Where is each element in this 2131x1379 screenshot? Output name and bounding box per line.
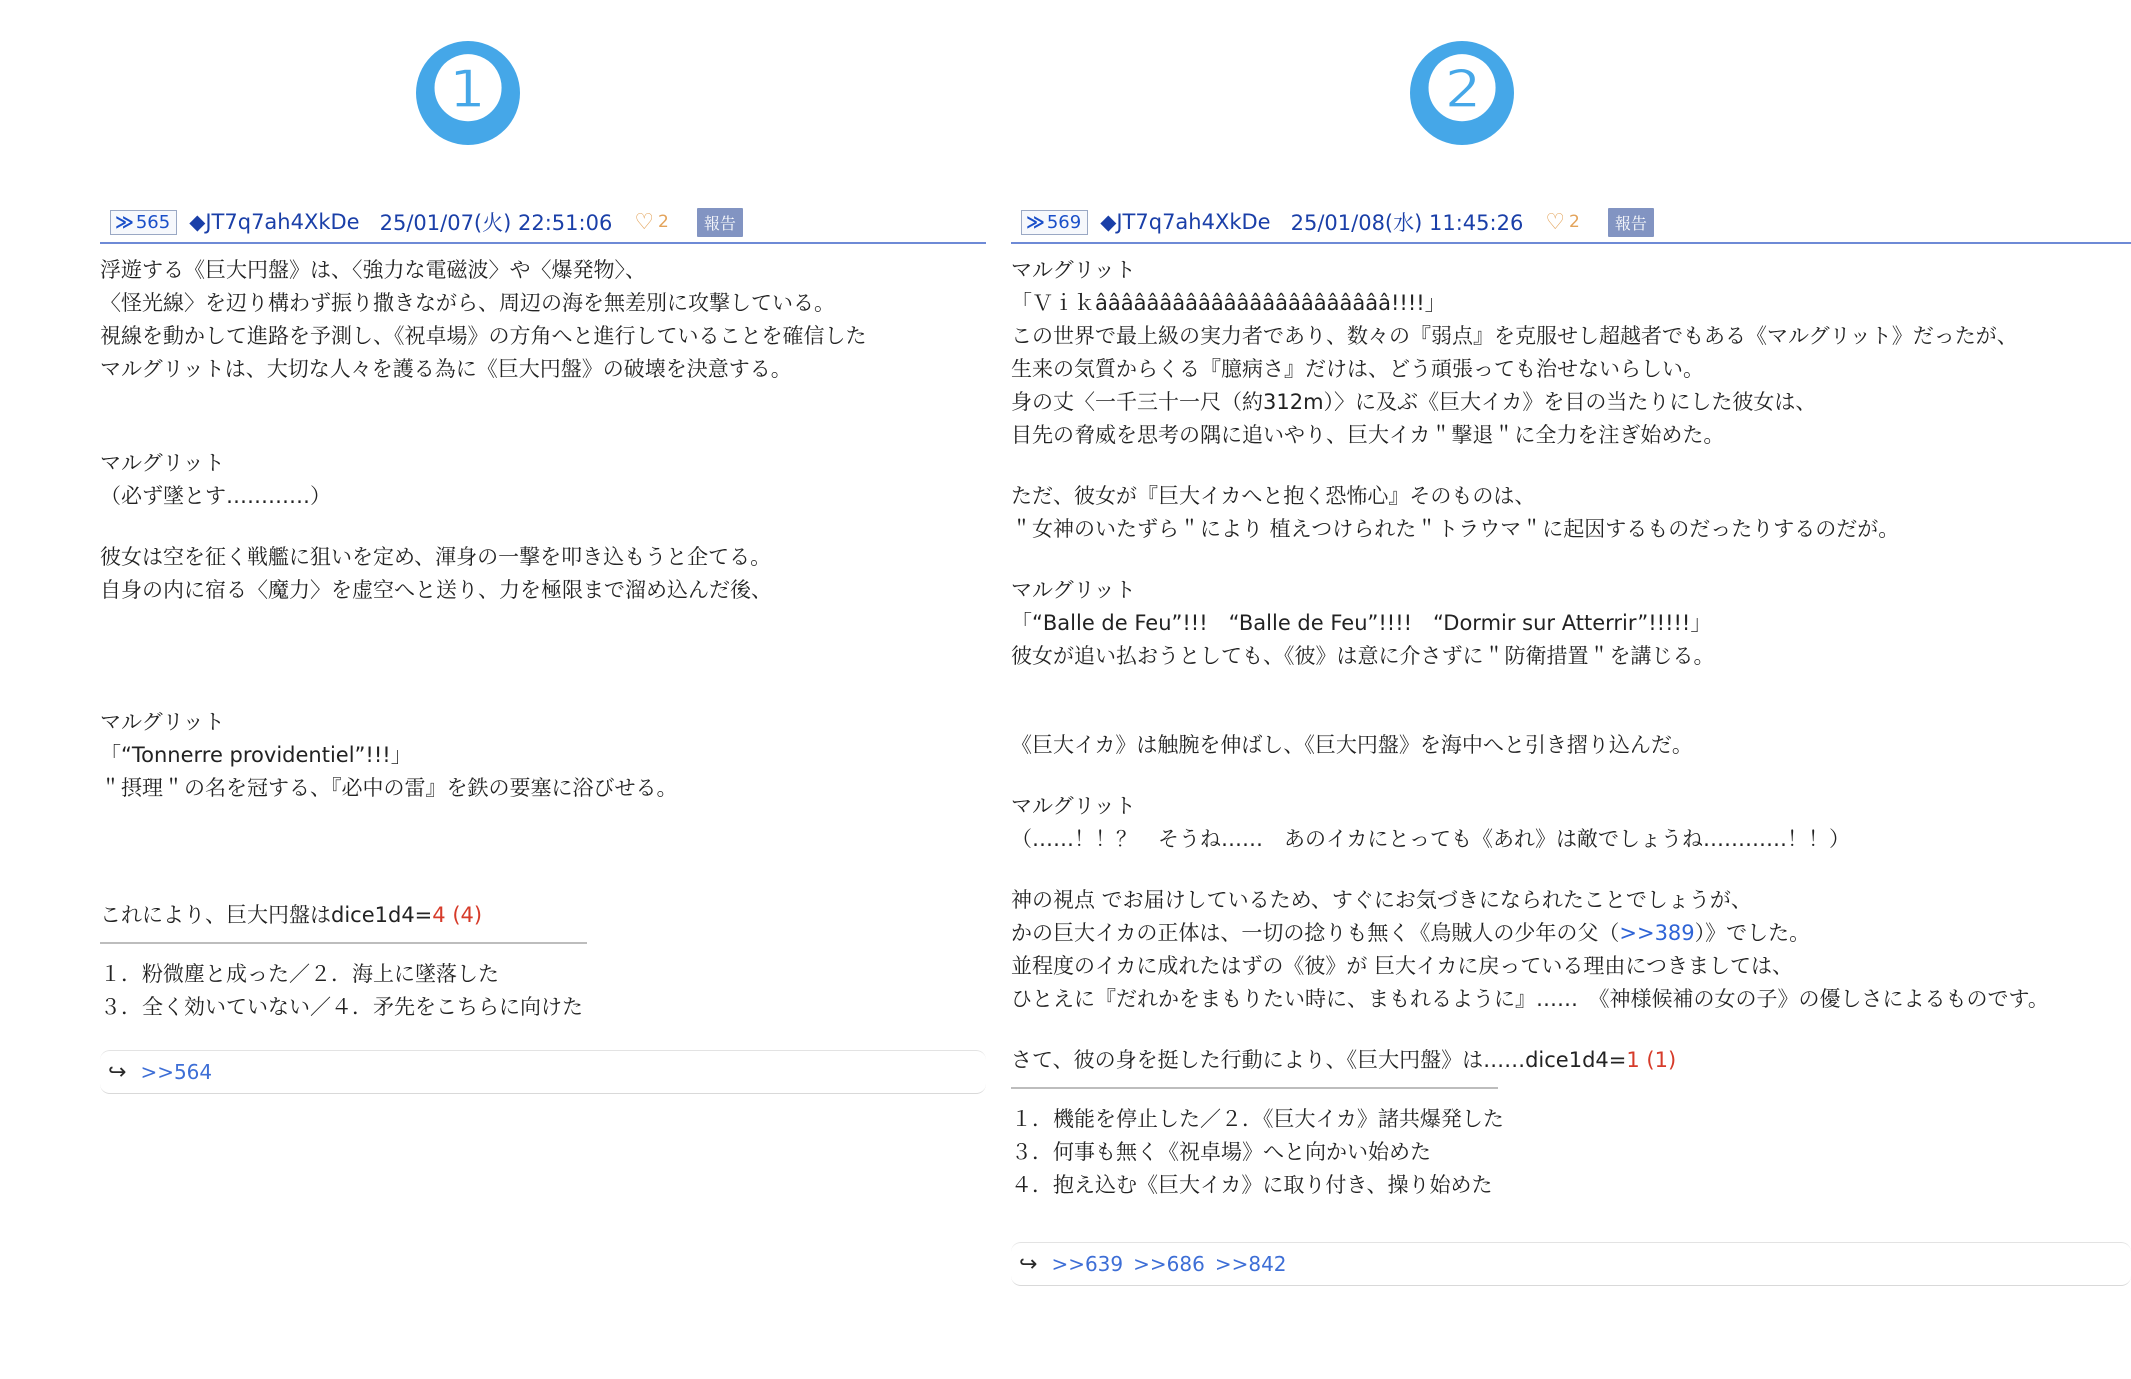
dice-text: これにより、巨大円盤はdice1d4=	[100, 903, 433, 927]
blank-line	[100, 805, 986, 838]
res-number: 565	[135, 211, 171, 233]
speaker-name: マルグリット	[1011, 794, 1136, 818]
body-line: （必ず墜とす…………）	[100, 484, 331, 508]
badge-number-2: ❷	[1410, 41, 1514, 145]
body-line: 神の視点 でお届けしているため、すぐにお気づきになられたことでしょうが、	[1011, 888, 1752, 912]
body-line: 目先の脅威を思考の隅に追いやり、巨大イカ＂撃退＂に全力を注ぎ始めた。	[1011, 423, 1725, 447]
double-chevron-icon: ≫	[1026, 211, 1045, 233]
blank-line	[100, 419, 986, 447]
post-header	[1011, 202, 2131, 244]
like-button[interactable]	[1545, 210, 1580, 235]
body-line: 身の丈〈一千三十一尺（約312m）〉に及ぶ《巨大イカ》を目の当たりにした彼女は、	[1011, 390, 1817, 414]
blank-line	[1011, 762, 2131, 790]
reply-anchor-link[interactable]: >>564	[140, 1060, 213, 1084]
heart-icon: ♡	[1545, 209, 1566, 235]
body-line: 〈怪光線〉を辺り構わず振り撒きながら、周辺の海を無差別に攻撃している。	[100, 291, 835, 315]
double-chevron-icon: ≫	[115, 211, 134, 233]
body-line: この世界で最上級の実力者であり、数々の『弱点』を克服せし超越者でもある《マルグリット》だったが、	[1011, 324, 2018, 348]
res-number-button[interactable]	[110, 210, 177, 235]
blank-line	[100, 871, 986, 899]
option-line: １．機能を停止した／２．《巨大イカ》諸共爆発した	[1011, 1107, 1504, 1131]
body-line: 彼女が追い払おうとしても、《彼》は意に介さずに＂防衛措置＂を講じる。	[1011, 644, 1715, 668]
body-line: ＂摂理＂の名を冠する、『必中の雷』を鉄の要塞に浴びせる。	[100, 776, 678, 800]
blank-line	[1011, 856, 2131, 884]
blank-line	[1011, 1016, 2131, 1044]
body-line: 《巨大イカ》は触腕を伸ばし、《巨大円盤》を海中へと引き摺り込んだ。	[1011, 733, 1693, 757]
body-line: 視線を動かして進路を予測し、《祝卓場》の方角へと進行していることを確信した	[100, 324, 867, 348]
dice-result: 1 (1)	[1626, 1048, 1677, 1072]
blank-line	[1011, 452, 2131, 480]
divider	[1011, 1087, 1498, 1089]
link-line-before: かの巨大イカの正体は、一切の捻りも無く《烏賊人の少年の父（	[1011, 921, 1620, 945]
report-button[interactable]: 報告	[1608, 208, 1654, 237]
post-565	[100, 202, 986, 1094]
res-number: 569	[1046, 211, 1082, 233]
res-number-button[interactable]	[1021, 210, 1088, 235]
reply-icon: ↩	[1019, 1251, 1038, 1277]
blank-line	[100, 838, 986, 871]
speaker-name: マルグリット	[100, 710, 225, 734]
option-line: ３．何事も無く《祝卓場》へと向かい始めた	[1011, 1140, 1431, 1164]
reply-anchor-link[interactable]: >>639	[1051, 1252, 1124, 1276]
anchor-link-389[interactable]: >>389	[1619, 921, 1695, 945]
option-line: ４．抱え込む《巨大イカ》に取り付き、操り始めた	[1011, 1173, 1493, 1197]
replies-bar	[100, 1050, 986, 1094]
blank-line	[100, 607, 986, 640]
like-count: 2	[1569, 212, 1580, 232]
body-line: 浮遊する《巨大円盤》は、〈強力な電磁波〉や〈爆発物〉、	[100, 258, 646, 282]
body-line: 「Ｖｉｋâââââââââââââââââââââââ!!!!」	[1011, 291, 1446, 315]
blank-line	[100, 386, 986, 419]
body-line: 「“Tonnerre providentiel”!!!」	[100, 743, 412, 767]
post-datetime: 25/01/08(水) 11:45:26	[1290, 211, 1524, 235]
heart-icon: ♡	[634, 209, 655, 235]
body-line: ひとえに『だれかをまもりたい時に、まもれるように』…… 《神様候補の女の子》の優しさによるものです。	[1011, 987, 2049, 1011]
dice-line	[100, 899, 986, 932]
poster-id-link[interactable]: ◆JT7q7ah4XkDe	[189, 210, 360, 234]
option-line: ３．全く効いていない／４．矛先をこちらに向けた	[100, 995, 583, 1019]
blank-line	[100, 513, 986, 541]
speaker-name: マルグリット	[100, 451, 225, 475]
post-datetime: 25/01/07(火) 22:51:06	[379, 211, 613, 235]
like-button[interactable]	[634, 210, 669, 235]
option-line: １．粉微塵と成った／２．海上に墜落した	[100, 962, 499, 986]
body-line: （……！！？ そうね…… あのイカにとっても《あれ》は敵でしょうね…………！！）	[1011, 827, 1850, 851]
dice-result: 4 (4)	[432, 903, 483, 927]
body-line: ただ、彼女が『巨大イカへと抱く恐怖心』そのものは、	[1011, 484, 1536, 508]
body-line: 並程度のイカに成れたはずの《彼》が 巨大イカに戻っている理由につきましては、	[1011, 954, 1793, 978]
body-line: 彼女は空を征く戦艦に狙いを定め、渾身の一撃を叩き込もうと企てる。	[100, 545, 772, 569]
replies-bar	[1011, 1242, 2131, 1286]
blank-line	[100, 640, 986, 673]
dice-text: さて、彼の身を挺した行動により、《巨大円盤》は……dice1d4=	[1011, 1048, 1627, 1072]
blank-line	[1011, 673, 2131, 701]
body-line-with-link	[1011, 917, 2131, 950]
dice-line	[1011, 1044, 2131, 1077]
like-count: 2	[658, 212, 669, 232]
body-line: 生来の気質からくる『臆病さ』だけは、どう頑張っても治せないらしい。	[1011, 357, 1704, 381]
blank-line	[100, 673, 986, 706]
body-line: ＂女神のいたずら＂により 植えつけられた＂トラウマ＂に起因するものだったりするのだが。	[1011, 517, 1900, 541]
divider	[100, 942, 587, 944]
reply-icon: ↩	[108, 1059, 127, 1085]
badge-number-1: ❶	[416, 41, 520, 145]
speaker-name: マルグリット	[1011, 258, 1136, 282]
reply-anchor-link[interactable]: >>686	[1133, 1252, 1205, 1276]
speaker-name: マルグリット	[1011, 578, 1136, 602]
blank-line	[1011, 546, 2131, 574]
body-line: 自身の内に宿る〈魔力〉を虚空へと送り、力を極限まで溜め込んだ後、	[100, 578, 772, 602]
report-button[interactable]: 報告	[697, 208, 743, 237]
blank-line	[1011, 701, 2131, 729]
body-line: 「“Balle de Feu”!!! “Balle de Feu”!!!! “Dormir sur Atterrir”!!!!!」	[1011, 611, 1712, 635]
link-line-after: ）》でした。	[1694, 921, 1811, 945]
body-line: マルグリットは、大切な人々を護る為に《巨大円盤》の破壊を決意する。	[100, 357, 792, 381]
post-569	[1011, 202, 2131, 1286]
reply-anchor-link[interactable]: >>842	[1214, 1252, 1287, 1276]
post-body	[1011, 244, 2131, 1202]
post-body	[100, 244, 986, 1024]
post-header	[100, 202, 986, 244]
poster-id-link[interactable]: ◆JT7q7ah4XkDe	[1100, 210, 1271, 234]
